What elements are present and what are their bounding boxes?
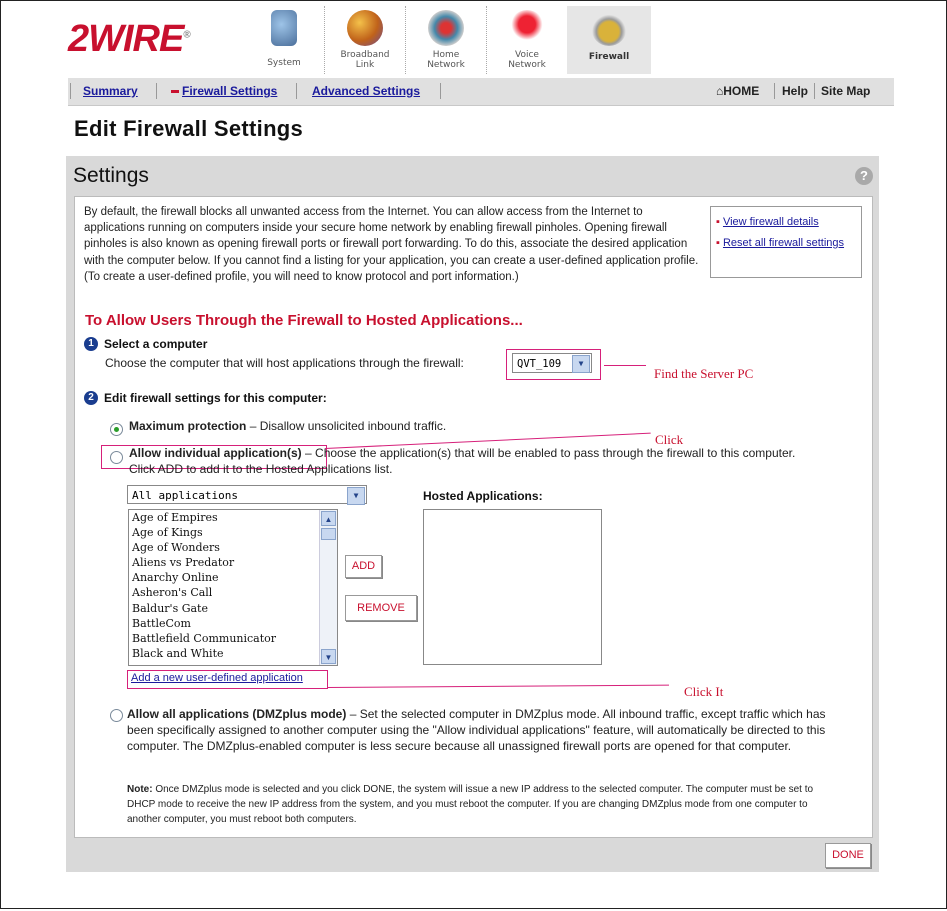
logo: 2WIRE® — [68, 18, 190, 60]
system-icon — [271, 10, 297, 46]
tab-voice-network[interactable] — [486, 6, 567, 74]
nav-firewall-settings[interactable]: Firewall Settings — [182, 84, 278, 98]
lock-icon — [591, 10, 627, 46]
dmz-note: Note: Once DMZplus mode is selected and you click DONE, the system will issue a new IP address to the selected computer. The computer must be set to DHCP mode to receive the new IP address from the system, and you must reboot the computer. If you are changing DMZplus mode from one computer to another computer, you must reboot both computers. — [127, 784, 814, 825]
step-1-title: Select a computer — [104, 337, 208, 351]
hosted-applications-label: Hosted Applications: — [423, 489, 543, 503]
allow-individual-radio[interactable] — [110, 451, 123, 464]
add-button[interactable]: ADD — [345, 555, 382, 578]
chevron-up-icon[interactable]: ▲ — [321, 511, 336, 526]
list-item[interactable]: Battlefield Communicator — [132, 631, 277, 645]
tab-broadband-link[interactable] — [324, 6, 405, 74]
chevron-down-icon: ▼ — [347, 487, 365, 505]
step-1-description: Choose the computer that will host applications through the firewall: — [105, 356, 464, 370]
tab-label: Broadband Link — [340, 50, 390, 70]
dmz-label: Allow all applications (DMZplus mode) – Set the selected computer in DMZplus mode. All inbound traffic, except traffic which has been specifically assigned to another computer using the "Allow individual applications" feature, will automatically be directed to this computer. The DMZplus-enabled computer is less secure because all unassigned firewall ports are opened for that computer. — [127, 707, 826, 754]
list-item[interactable]: Aliens vs Predator — [132, 556, 235, 570]
list-item[interactable]: Baldur's Gate — [132, 601, 208, 615]
firewall-links-box: ▪ View firewall details ▪ Reset all firewall settings — [710, 206, 862, 278]
list-item[interactable]: BattleCom — [132, 616, 191, 630]
globe-icon — [347, 10, 383, 46]
scroll-thumb[interactable] — [321, 528, 336, 540]
active-marker-icon — [171, 90, 179, 93]
tab-label: Home Network — [427, 50, 465, 70]
tab-label: System — [267, 58, 301, 68]
annotation-click-it: Click It — [684, 684, 724, 699]
nav-summary[interactable]: Summary — [83, 84, 138, 98]
tab-label: Firewall — [588, 52, 630, 62]
nav-advanced-settings[interactable]: Advanced Settings — [312, 84, 421, 98]
home-icon: ⌂ — [716, 84, 724, 98]
step-1-icon: 1 — [84, 337, 98, 351]
top-tabs — [244, 6, 651, 74]
intro-text: By default, the firewall blocks all unwanted access from the Internet. You can allow access from the Internet to applications running on computers inside your secure home network by enabling firewall pinholes. Opening firewall pinholes is also known as opening firewall ports or firewall port forwarding. To do this, associate the desired application with the computer below. If you cannot find a listing for your application, you can create a user-defined application profile. (To create a user-defined profile, you will need to know protocol and port information.) — [84, 206, 699, 283]
home-link[interactable]: ⌂HOME — [716, 84, 760, 98]
step-2-icon: 2 — [84, 391, 98, 405]
tab-label: Voice Network — [508, 50, 546, 70]
list-item[interactable]: Black and White — [132, 646, 224, 660]
applications-list[interactable] — [128, 509, 338, 666]
add-user-defined-link[interactable]: Add a new user-defined application — [131, 672, 303, 684]
sub-navigation — [68, 78, 894, 106]
view-firewall-details-link[interactable]: View firewall details — [722, 216, 819, 228]
annotation-click: Click — [655, 432, 684, 447]
annotation-line — [604, 365, 646, 366]
network-icon — [428, 10, 464, 46]
application-filter-select[interactable]: All applications ▼ — [127, 485, 367, 504]
list-item[interactable]: Asheron's Call — [132, 586, 213, 600]
help-icon[interactable]: ? — [855, 167, 873, 185]
tab-firewall[interactable] — [567, 6, 651, 74]
list-item[interactable]: Age of Wonders — [132, 541, 220, 555]
tab-system[interactable] — [244, 6, 324, 74]
section-heading: To Allow Users Through the Firewall to Hosted Applications... — [85, 312, 523, 329]
max-protection-radio[interactable] — [110, 423, 123, 436]
chevron-down-icon[interactable]: ▼ — [321, 649, 336, 664]
settings-title: Settings — [73, 164, 149, 187]
done-button[interactable]: DONE — [825, 843, 871, 868]
phone-icon — [509, 10, 545, 46]
annotation-find-server: Find the Server PC — [654, 366, 754, 381]
dmz-radio[interactable] — [110, 709, 123, 722]
list-item[interactable]: Age of Kings — [132, 526, 203, 540]
help-link[interactable]: Help — [782, 84, 809, 98]
chevron-down-icon: ▼ — [572, 355, 590, 373]
list-scrollbar[interactable] — [319, 510, 337, 665]
list-item[interactable]: Age of Empires — [132, 511, 218, 524]
reset-firewall-settings-link[interactable]: Reset all firewall settings — [722, 237, 845, 249]
step-2-title: Edit firewall settings for this computer: — [104, 391, 327, 405]
remove-button[interactable]: REMOVE — [345, 595, 417, 621]
hosted-applications-list[interactable] — [423, 509, 602, 665]
page-title: Edit Firewall Settings — [74, 116, 304, 141]
tab-home-network[interactable] — [405, 6, 486, 74]
max-protection-label: Maximum protection – Disallow unsolicited inbound traffic. — [129, 419, 447, 433]
allow-individual-label: Allow individual application(s) – Choose the application(s) that will be enabled to pass through the firewall to this computer. Click ADD to add it to the Hosted Applications list. — [129, 446, 796, 476]
site-map-link[interactable]: Site Map — [821, 84, 871, 98]
list-item[interactable]: Anarchy Online — [132, 571, 219, 585]
computer-select[interactable]: QVT_109 ▼ — [512, 353, 592, 373]
